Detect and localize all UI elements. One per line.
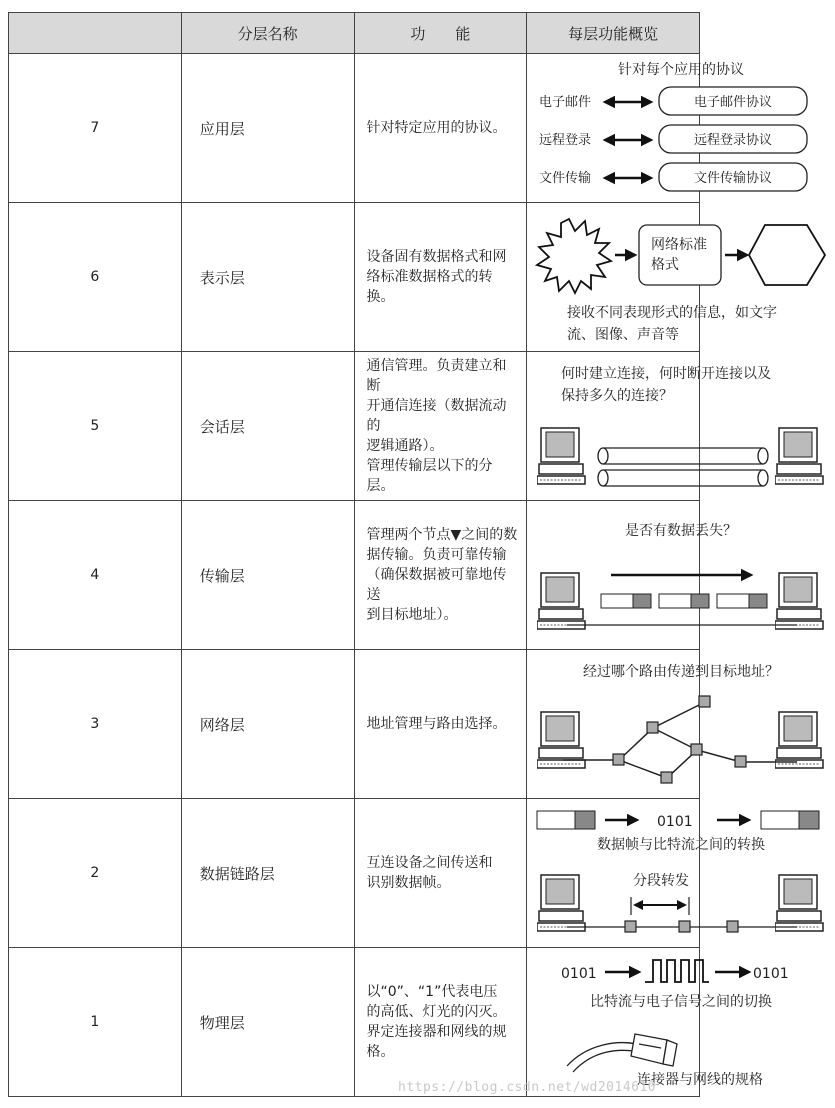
- protocol-pair: [539, 87, 807, 115]
- layer-number: 7: [9, 54, 182, 203]
- table-row: [9, 948, 700, 1097]
- table-row: [9, 650, 700, 799]
- layer-function: 管理两个节点▼之间的数 据传输。负责可靠传输 （确保数据被可靠地传送 到目标地址）。: [354, 501, 527, 650]
- layer-name: 数据链路层: [181, 799, 354, 948]
- layer-name: 物理层: [181, 948, 354, 1097]
- protocol-label: 远程登录协议: [694, 133, 773, 148]
- overview-presentation: [527, 203, 778, 352]
- header-overview: 每层功能概览: [527, 13, 700, 54]
- bitstream-in-label: 0101: [561, 966, 597, 982]
- app-label: 文件传输: [539, 171, 592, 186]
- layer-function: 互连设备之间传送和 识别数据帧。: [354, 799, 527, 948]
- header-function: 功 能: [354, 13, 527, 54]
- protocol-pair: [539, 125, 807, 153]
- presentation-diagram: [527, 203, 835, 351]
- layer-number: 2: [9, 799, 182, 948]
- layer-name: 表示层: [181, 203, 354, 352]
- layer-name: 传输层: [181, 501, 354, 650]
- layer-number: 4: [9, 501, 182, 650]
- layer-function: 通信管理。负责建立和断 开通信连接（数据流动的 逻辑通路）。 管理传输层以下的分层。: [354, 352, 527, 501]
- overview-transport: [527, 501, 738, 650]
- datalink-diagram: [527, 799, 835, 947]
- square-wave-icon: [645, 960, 709, 982]
- conversion-caption: 比特流与电子信号之间的切换: [590, 994, 773, 1010]
- bitstream-label: 0101: [657, 814, 693, 830]
- overview-application: [527, 54, 773, 203]
- protocol-pair: [539, 163, 807, 191]
- overview-title: 是否有数据丢失？: [625, 523, 738, 539]
- layer-function: 以“0”、“1”代表电压 的高低、灯光的闪灭。 界定连接器和网线的规格。: [354, 948, 527, 1097]
- computer-icon: [775, 428, 823, 484]
- layer-function: 设备固有数据格式和网 络标准数据格式的转换。: [354, 203, 527, 352]
- data-frame: [761, 811, 819, 829]
- connector-caption: 连接器与网线的规格: [637, 1072, 764, 1088]
- layer-number: 5: [9, 352, 182, 501]
- pipe-icon: [598, 448, 768, 464]
- computer-icon: [775, 712, 823, 768]
- osi-layer-table: [8, 12, 789, 1097]
- switch-node: [679, 921, 690, 932]
- connector-icon: [567, 1034, 677, 1072]
- overview-network: [527, 650, 780, 799]
- caption-line2: 流、图像、声音等: [567, 327, 680, 343]
- hexagon-icon: [749, 225, 825, 285]
- protocol-label: 文件传输协议: [694, 171, 773, 186]
- physical-diagram: [527, 948, 835, 1096]
- segment-label: 分段转发: [633, 873, 690, 889]
- app-label: 远程登录: [539, 133, 592, 148]
- starburst-icon: [537, 219, 611, 293]
- computer-icon: [775, 875, 823, 931]
- box-text-line2: 格式: [651, 257, 680, 273]
- layer-name: 网络层: [181, 650, 354, 799]
- layer-function: 地址管理与路由选择。: [354, 650, 527, 799]
- data-packet: [659, 594, 709, 608]
- header-number-cell: [9, 13, 182, 54]
- bitstream-out-label: 0101: [753, 966, 789, 982]
- computer-icon: [537, 428, 585, 484]
- table-header: [9, 13, 700, 54]
- computer-icon: [775, 573, 823, 629]
- switch-node: [625, 921, 636, 932]
- application-diagram: [527, 54, 835, 202]
- overview-title: 针对每个应用的协议: [618, 62, 745, 78]
- protocol-label: 电子邮件协议: [694, 95, 773, 110]
- router-node: [735, 756, 746, 767]
- router-node: [613, 754, 624, 765]
- caption-line1: 接收不同表现形式的信息，如文字: [567, 305, 778, 321]
- header-layer-name: 分层名称: [181, 13, 354, 54]
- table-row: [9, 501, 700, 650]
- question-line2: 保持多久的连接？: [561, 388, 674, 404]
- data-packet: [717, 594, 767, 608]
- router-node: [691, 744, 702, 755]
- table-row: [9, 203, 700, 352]
- computer-icon: [537, 875, 585, 931]
- pipe-icon: [598, 470, 768, 486]
- watermark: https://blog.csdn.net/wd2014610: [398, 1080, 657, 1095]
- data-frame: [537, 811, 595, 829]
- layer-number: 1: [9, 948, 182, 1097]
- table-row: [9, 352, 700, 501]
- overview-datalink: [527, 799, 766, 948]
- layer-name: 会话层: [181, 352, 354, 501]
- overview-physical: [527, 948, 789, 1097]
- standard-format-box: [639, 225, 721, 285]
- router-nodes: [613, 696, 746, 783]
- router-node: [699, 696, 710, 707]
- switch-node: [727, 921, 738, 932]
- route-lines: [563, 702, 797, 778]
- conversion-caption: 数据帧与比特流之间的转换: [597, 837, 766, 853]
- overview-title: 经过哪个路由传递到目标地址？: [583, 664, 780, 680]
- router-node: [661, 772, 672, 783]
- layer-number: 6: [9, 203, 182, 352]
- computer-icon: [537, 573, 585, 629]
- transport-diagram: [527, 501, 835, 649]
- overview-session: [527, 352, 772, 501]
- table-row: [9, 799, 700, 948]
- layer-name: 应用层: [181, 54, 354, 203]
- box-text-line1: 网络标准: [651, 237, 708, 253]
- router-node: [647, 722, 658, 733]
- table-row: [9, 54, 700, 203]
- layer-number: 3: [9, 650, 182, 799]
- layer-function: 针对特定应用的协议。: [354, 54, 527, 203]
- network-diagram: [527, 650, 835, 798]
- session-diagram: [527, 352, 835, 500]
- data-packet: [601, 594, 651, 608]
- app-label: 电子邮件: [539, 95, 592, 110]
- question-line1: 何时建立连接，何时断开连接以及: [561, 366, 772, 382]
